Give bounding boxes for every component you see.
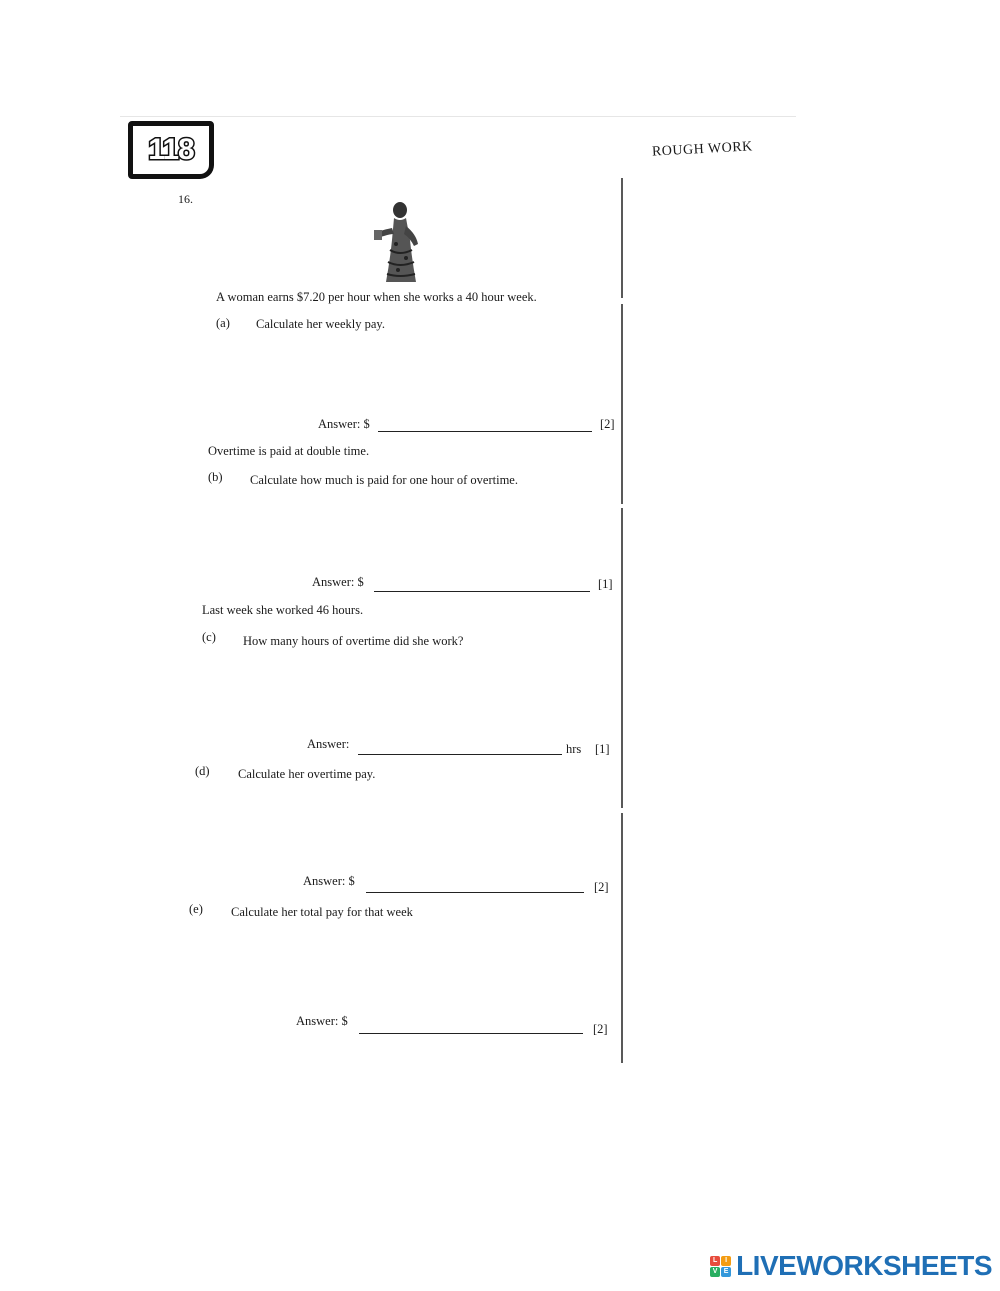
part-c-unit: hrs — [566, 742, 582, 756]
part-e-label: (e) — [189, 902, 203, 916]
rough-work-divider — [621, 178, 623, 1063]
answer-prefix: Answer: — [307, 737, 350, 751]
part-b-answer — [312, 575, 364, 590]
logo-mark-icon: L I V E — [710, 1256, 731, 1277]
part-a-label: (a) — [216, 316, 230, 330]
part-e-text: Calculate her total pay for that week — [231, 905, 413, 919]
page-number: 118 — [148, 133, 194, 166]
part-d-answer-field[interactable] — [366, 891, 584, 893]
part-a-answer-field[interactable] — [378, 430, 592, 432]
page-number-badge — [128, 121, 214, 179]
overtime-note: Overtime is paid at double time. — [208, 444, 370, 458]
answer-prefix: Answer: $ — [296, 1014, 348, 1028]
last-week-note: Last week she worked 46 hours. — [202, 603, 364, 617]
answer-prefix: Answer: $ — [312, 575, 364, 589]
part-c-label: (c) — [202, 630, 216, 644]
logo-text: LIVEWORKSHEETS — [736, 1250, 992, 1281]
liveworksheets-logo — [710, 1250, 992, 1282]
part-d-label: (d) — [195, 764, 210, 778]
part-b-answer-field[interactable] — [374, 590, 590, 592]
part-a-text: Calculate her weekly pay. — [256, 317, 385, 331]
part-c-marks: [1] — [595, 742, 610, 756]
part-e-answer — [296, 1014, 348, 1029]
part-c-answer — [307, 737, 349, 752]
part-d-answer — [303, 874, 355, 889]
top-rule — [120, 116, 796, 117]
rough-work-label: ROUGH WORK — [651, 139, 754, 160]
part-c-text: How many hours of overtime did she work? — [243, 634, 464, 648]
part-a-answer — [318, 417, 370, 432]
part-e-answer-field[interactable] — [359, 1032, 583, 1034]
answer-prefix: Answer: $ — [303, 874, 355, 888]
part-d-text: Calculate her overtime pay. — [238, 767, 376, 781]
part-b-label: (b) — [208, 470, 223, 484]
question-number: 16. — [178, 192, 193, 206]
answer-prefix: Answer: $ — [318, 417, 370, 431]
part-b-text: Calculate how much is paid for one hour of overtime. — [250, 473, 518, 487]
part-e-marks: [2] — [593, 1022, 608, 1036]
part-c-answer-field[interactable] — [358, 753, 562, 755]
woman-illustration — [372, 200, 428, 286]
question-intro: A woman earns $7.20 per hour when she works a 40 hour week. — [216, 290, 537, 304]
part-d-marks: [2] — [594, 880, 609, 894]
part-a-marks: [2] — [600, 417, 615, 431]
part-b-marks: [1] — [598, 577, 613, 591]
